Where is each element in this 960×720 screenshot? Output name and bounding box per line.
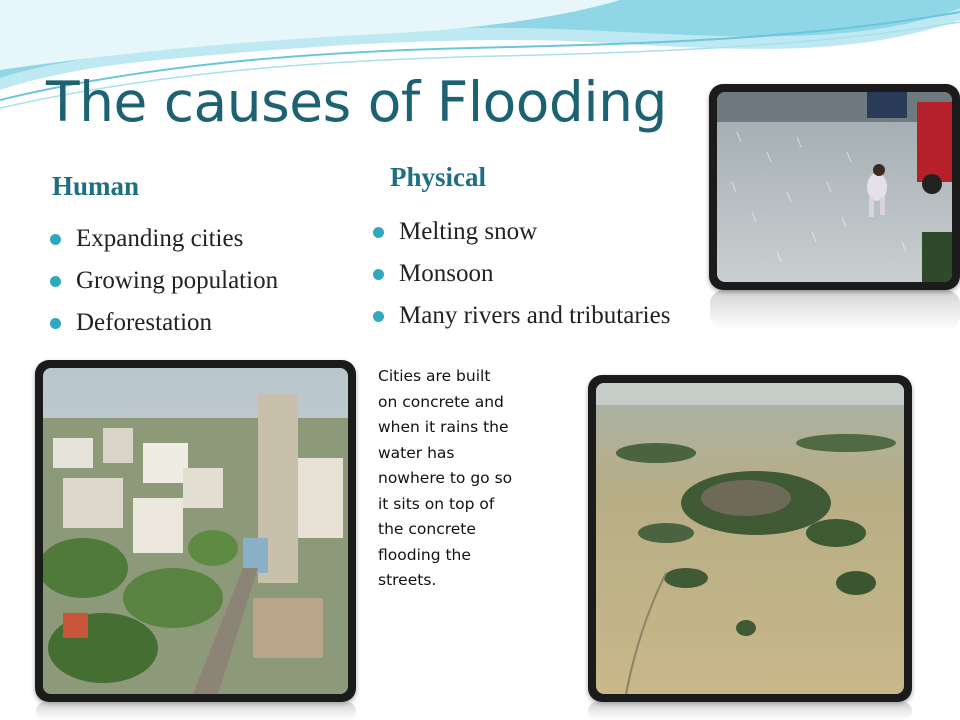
- physical-heading: Physical: [390, 162, 487, 192]
- list-item-text: Expanding cities: [76, 225, 244, 252]
- human-heading: Human: [52, 171, 140, 201]
- note-line: the concrete: [378, 520, 476, 538]
- note-line: on concrete and: [378, 392, 504, 411]
- rain-street-image: [717, 92, 952, 282]
- note-line: streets.: [378, 571, 437, 589]
- bullet-icon: [50, 318, 61, 329]
- bullet-icon: [373, 227, 384, 238]
- note-line: flooding the: [378, 545, 471, 564]
- bullet-icon: [373, 269, 384, 280]
- list-item-text: Deforestation: [76, 309, 213, 336]
- city-image: [43, 368, 348, 694]
- note-line: water has: [378, 443, 455, 462]
- note-line: when it rains the: [378, 418, 509, 436]
- list-item: [50, 260, 278, 302]
- list-item: [50, 302, 278, 344]
- list-item: [373, 253, 670, 295]
- note-line: nowhere to go so: [378, 469, 513, 487]
- flood-aerial-image: [596, 383, 904, 694]
- concrete-note: [378, 364, 548, 594]
- bullet-icon: [50, 234, 61, 245]
- slide-title: The causes of Flooding: [46, 70, 667, 134]
- rain-street-photo: [709, 84, 960, 290]
- list-item-text: Growing population: [76, 267, 279, 294]
- list-item-text: Melting snow: [399, 218, 538, 245]
- photo-reflection: [588, 702, 912, 720]
- photo-reflection: [36, 702, 356, 720]
- physical-causes-list: [373, 211, 670, 337]
- flood-aerial-photo: [588, 375, 912, 702]
- list-item: [373, 295, 670, 337]
- note-line: it sits on top of: [378, 494, 495, 513]
- note-line: Cities are built: [378, 367, 491, 385]
- photo-reflection: [710, 290, 960, 330]
- bullet-icon: [50, 276, 61, 287]
- list-item: [373, 211, 670, 253]
- bullet-icon: [373, 311, 384, 322]
- city-photo: [35, 360, 356, 702]
- human-causes-list: [50, 218, 278, 344]
- list-item: [50, 218, 278, 260]
- list-item-text: Monsoon: [399, 260, 494, 287]
- list-item-text: Many rivers and tributaries: [399, 302, 671, 329]
